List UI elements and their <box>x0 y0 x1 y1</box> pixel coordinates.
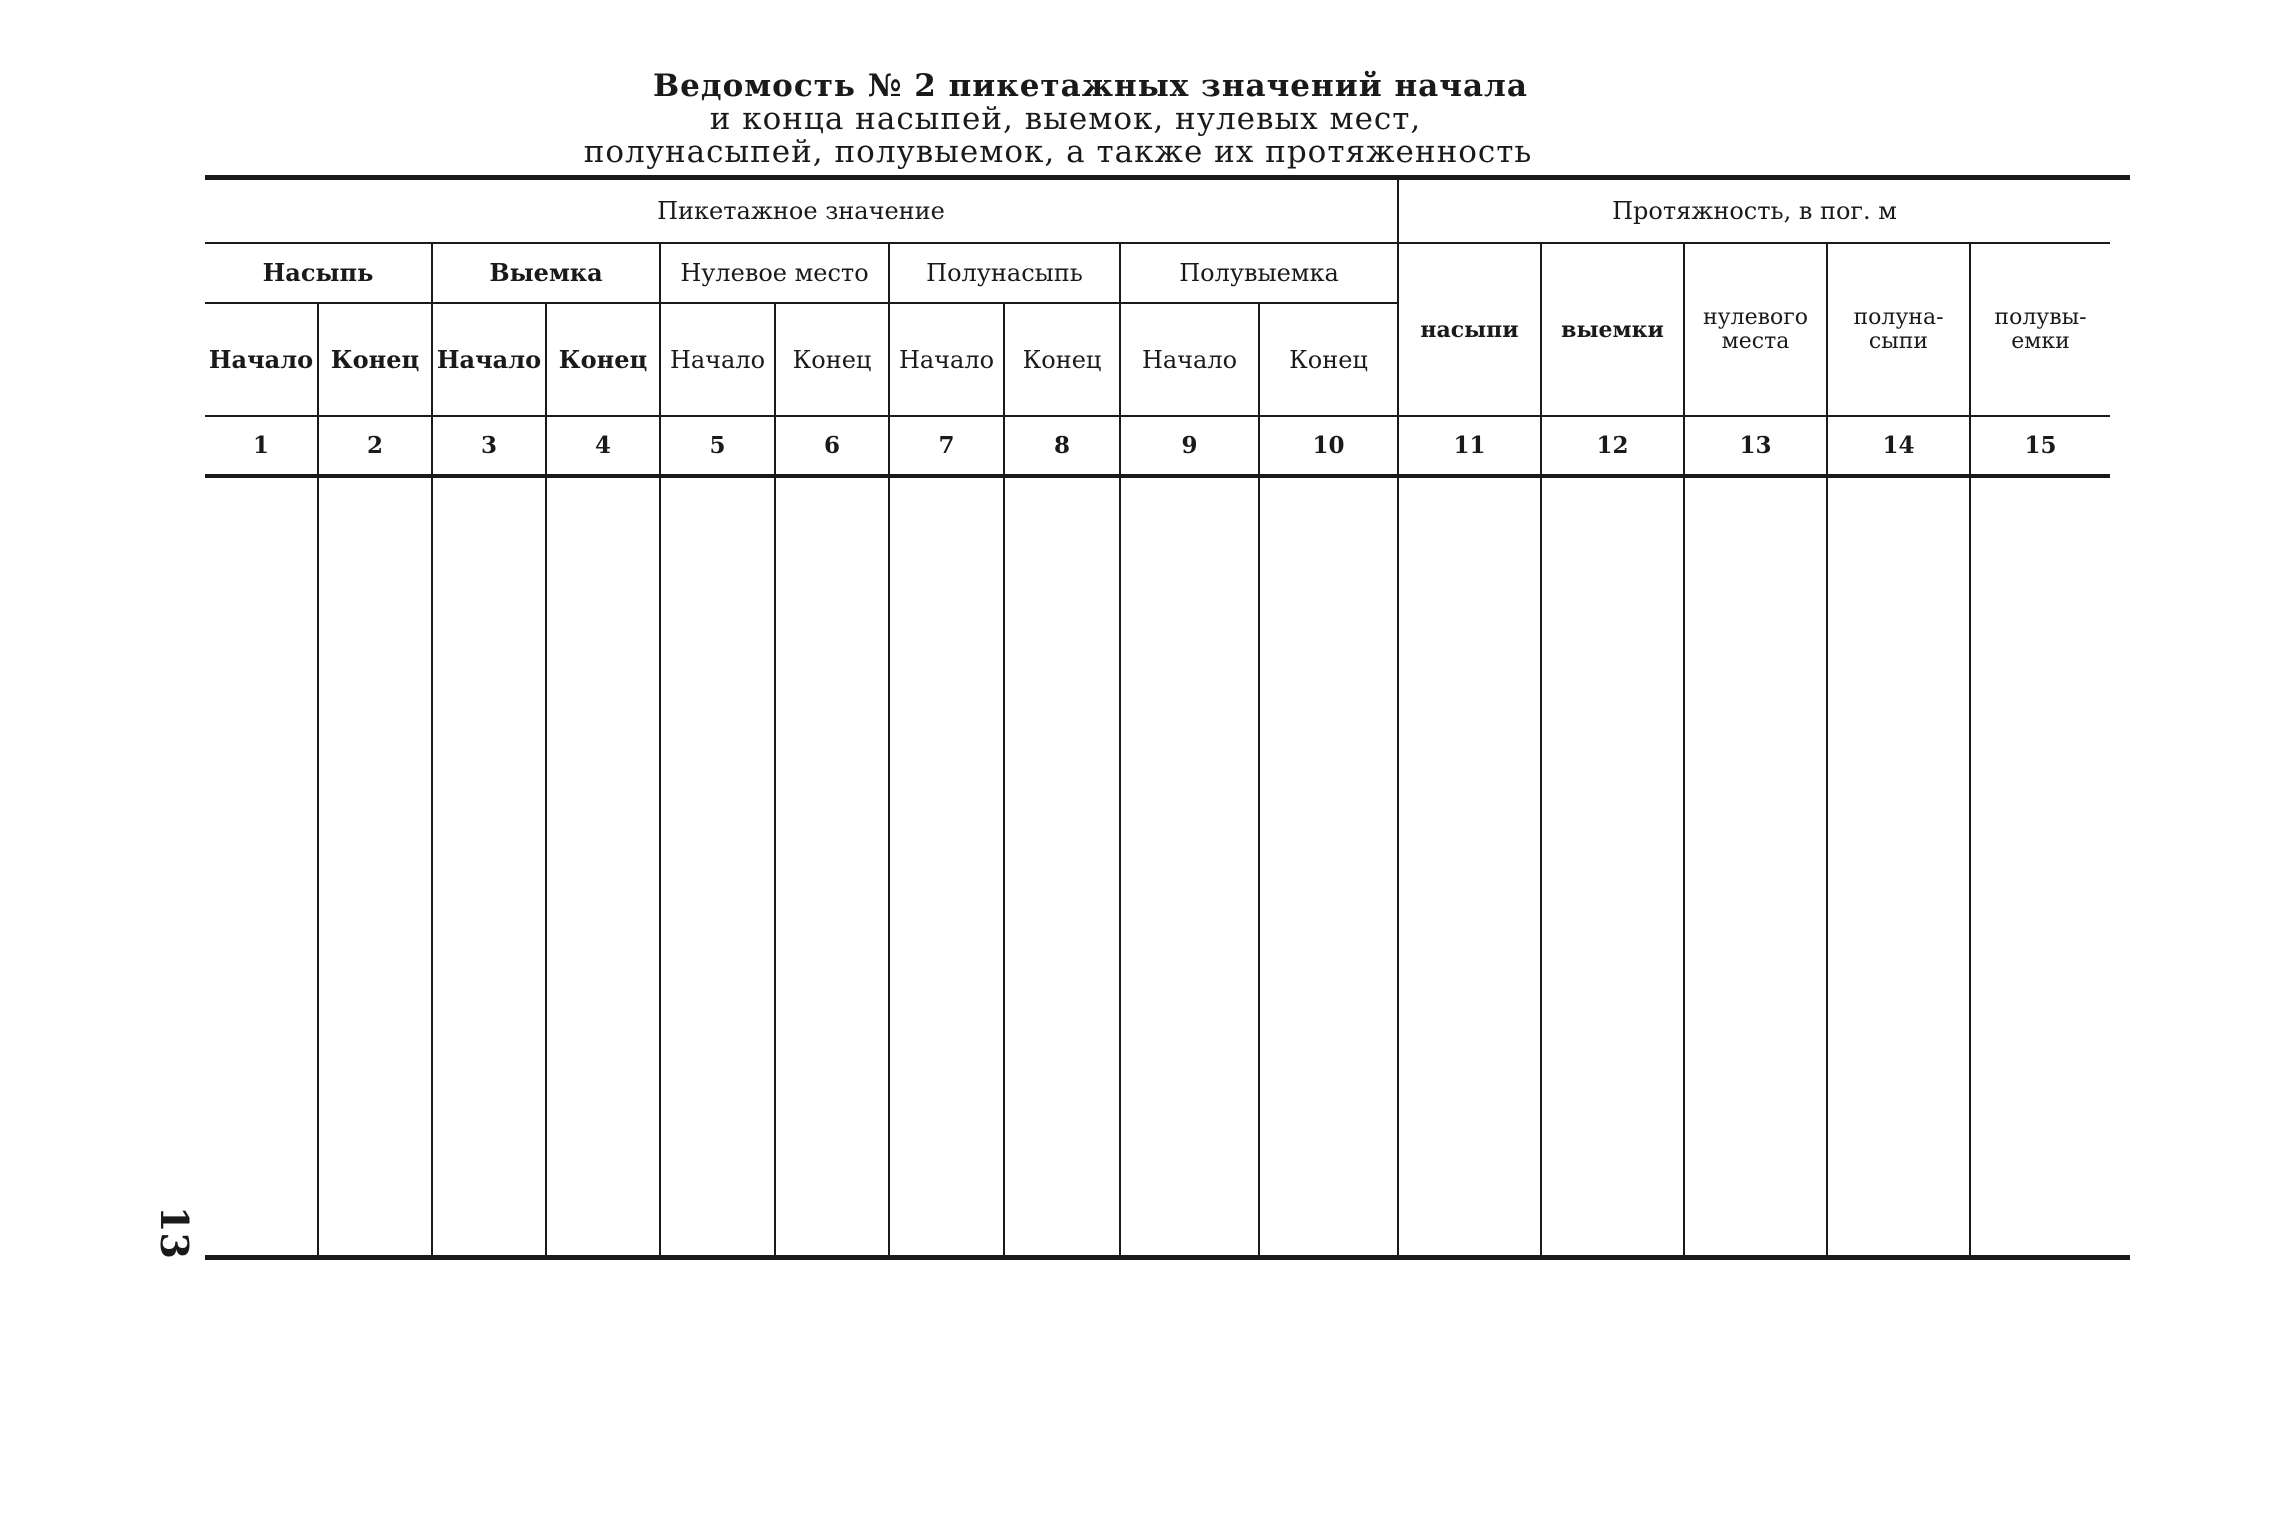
col-header-start: Начало <box>661 304 776 417</box>
column-number: 12 <box>1542 417 1685 474</box>
subgroup-cut: Выемка <box>433 244 661 304</box>
ledger-table <box>205 175 2130 1260</box>
col-header-end: Конец <box>547 304 661 417</box>
body-cell <box>1399 474 1542 1255</box>
col-header-end: Конец <box>319 304 433 417</box>
body-cell <box>661 474 776 1255</box>
col-header-start: Начало <box>205 304 319 417</box>
subgroup-half-embankment: Полунасыпь <box>890 244 1121 304</box>
col-header-length-half-embankment: полуна-сыпи <box>1828 244 1971 417</box>
body-cell <box>890 474 1005 1255</box>
subgroup-half-cut: Полувыемка <box>1121 244 1399 304</box>
col-header-length-cut: выемки <box>1542 244 1685 417</box>
body-cell <box>1828 474 1971 1255</box>
subgroup-zero-point: Нулевое место <box>661 244 890 304</box>
col-header-end: Конец <box>776 304 890 417</box>
col-header-start: Начало <box>433 304 547 417</box>
column-number: 10 <box>1260 417 1399 474</box>
col-header-length-half-cut: полувы-емки <box>1971 244 2110 417</box>
group-header-stationing: Пикетажное значение <box>205 180 1399 244</box>
col-header-end: Конец <box>1005 304 1121 417</box>
document-title <box>0 70 2281 169</box>
col-header-start: Начало <box>1121 304 1260 417</box>
column-number: 1 <box>205 417 319 474</box>
body-cell <box>319 474 433 1255</box>
column-number: 6 <box>776 417 890 474</box>
column-number: 15 <box>2024 431 2057 459</box>
title-line-3: полунасыпей, полувыемок, а также их протяженность <box>583 134 1533 170</box>
column-number: 2 <box>319 417 433 474</box>
body-cell <box>205 474 319 1255</box>
body-cell <box>1685 474 1828 1255</box>
col-header-length-embankment: насыпи <box>1399 244 1542 417</box>
title-line-2: и конца насыпей, выемок, нулевых мест, <box>709 101 1422 137</box>
title-line-1: Ведомость № 2 пикетажных значений начала <box>652 68 1528 104</box>
column-number: 9 <box>1121 417 1260 474</box>
body-cell <box>1542 474 1685 1255</box>
subgroup-embankment: Насыпь <box>205 244 433 304</box>
column-number: 8 <box>1005 417 1121 474</box>
body-cell <box>776 474 890 1255</box>
body-cell <box>1121 474 1260 1255</box>
column-number: 4 <box>547 417 661 474</box>
column-number: 3 <box>433 417 547 474</box>
col-header-length-zero-point: нулевого места <box>1685 244 1828 417</box>
body-cell <box>1971 474 2110 1255</box>
body-cell <box>433 474 547 1255</box>
col-header-start: Начало <box>890 304 1005 417</box>
column-number: 13 <box>1685 417 1828 474</box>
body-cell <box>547 474 661 1255</box>
col-header-end: Конец <box>1260 304 1399 417</box>
group-header-length: Протяжность, в пог. м <box>1399 180 2110 244</box>
page-number: 13 <box>151 1206 197 1259</box>
body-cell <box>1005 474 1121 1255</box>
column-number: 5 <box>661 417 776 474</box>
column-number: 14 <box>1828 417 1971 474</box>
column-number: 11 <box>1399 417 1542 474</box>
body-cell <box>1260 474 1399 1255</box>
column-number: 7 <box>890 417 1005 474</box>
